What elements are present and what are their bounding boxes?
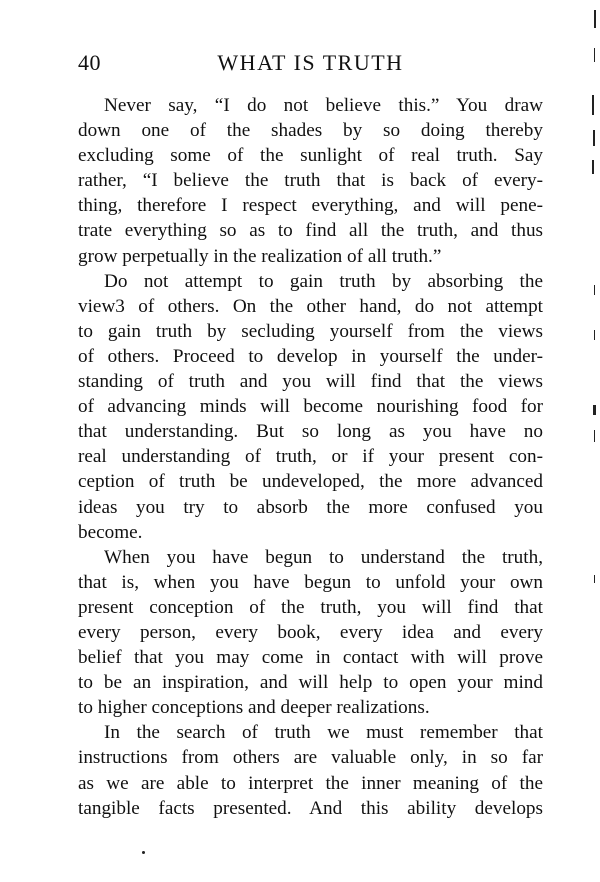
text-line: In the search of truth we must remember that [104,722,543,744]
scan-edge-mark [594,10,596,28]
text-line: trate everything so as to find all the truth, and thus [78,220,543,242]
scan-edge-mark [593,405,596,415]
paragraph [78,93,543,269]
text-line: view3 of others. On the other hand, do not attempt [78,295,543,317]
scan-edge-mark [594,430,595,442]
running-title: WHAT IS TRUTH [217,50,404,75]
text-line: that is, when you have begun to unfold your own [78,571,543,593]
text-line: rather, “I believe the truth that is back of every- [78,170,543,192]
text-line: thing, therefore I respect everything, and will pene- [78,195,543,217]
text-line: When you have begun to understand the truth, [104,546,543,568]
paragraph [78,545,543,721]
scan-edge-mark [592,95,594,115]
page-header [78,50,543,78]
text-line: instructions from others are valuable only, in so far [78,747,543,769]
text-line: tangible facts presented. And this ability develops [78,797,543,819]
text-line: to be an inspiration, and will help to open your mind [78,672,543,694]
text-line: that understanding. But so long as you have no [78,421,543,443]
scan-edge-mark [594,330,595,340]
text-line: to gain truth by secluding yourself from the views [78,320,543,342]
text-line: ideas you try to absorb the more confused you [78,496,543,518]
text-line: belief that you may come in contact with will prove [78,647,543,669]
scan-edge-mark [592,160,594,174]
page-number: 40 [78,50,101,75]
text-line: as we are able to interpret the inner meaning of the [78,772,543,794]
text-line: Do not attempt to gain truth by absorbing the [104,270,543,292]
text-line: every person, every book, every idea and every [78,621,543,643]
paragraph [78,269,543,545]
body-text [78,93,543,821]
text-line: of others. Proceed to develop in yourself the under- [78,345,543,367]
text-line: become. [78,521,143,543]
text-line: to higher conceptions and deeper realizations. [78,697,430,719]
text-line: of advancing minds will become nourishing food for [78,396,543,418]
text-line: grow perpetually in the realization of all truth.” [78,245,442,267]
text-line: Never say, “I do not believe this.” You draw [104,95,543,116]
scan-edge-mark [594,575,595,583]
paragraph [78,720,543,820]
scan-edge-mark [594,48,595,62]
text-line: standing of truth and you will find that the views [78,371,543,393]
text-line: real understanding of truth, or if your present con- [78,446,543,468]
scan-speck [142,851,145,854]
scan-edge-mark [594,285,595,295]
text-line: excluding some of the sunlight of real truth. Say [78,145,543,167]
scan-edge-mark [593,130,595,146]
text-line: ception of truth be undeveloped, the more advanced [78,471,543,493]
text-line: present conception of the truth, you will find that [78,596,543,618]
text-line: down one of the shades by so doing thereby [78,120,543,142]
